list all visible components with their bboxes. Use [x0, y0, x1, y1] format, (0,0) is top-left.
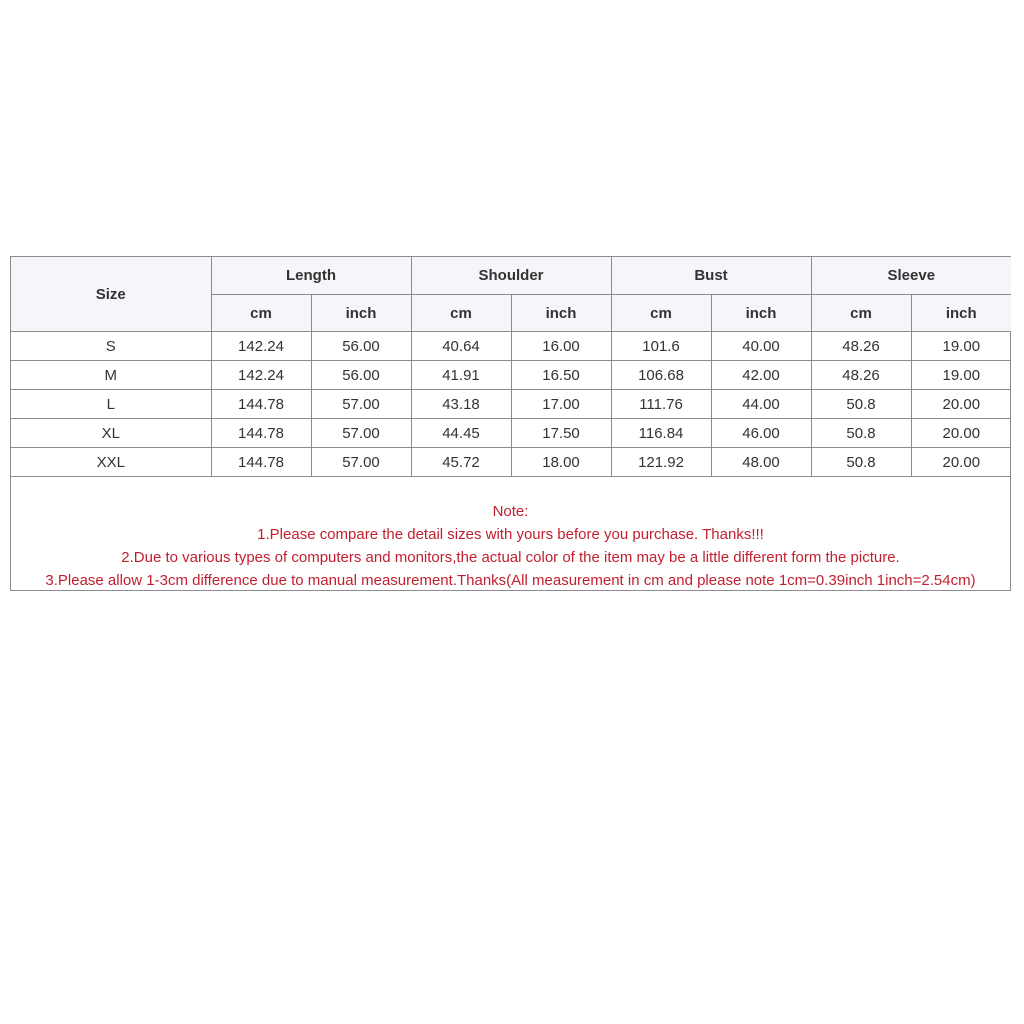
value-cell: 20.00 — [911, 448, 1011, 477]
size-cell: XXL — [11, 448, 211, 477]
unit-header-cm: cm — [211, 295, 311, 332]
value-cell: 111.76 — [611, 390, 711, 419]
value-cell: 43.18 — [411, 390, 511, 419]
value-cell: 57.00 — [311, 419, 411, 448]
table-row — [11, 390, 1011, 419]
note-title: Note: — [492, 503, 529, 520]
notes-section — [11, 500, 1010, 592]
value-cell: 106.68 — [611, 361, 711, 390]
value-cell: 142.24 — [211, 332, 311, 361]
group-header-bust: Bust — [611, 257, 811, 295]
value-cell: 19.00 — [911, 361, 1011, 390]
value-cell: 40.00 — [711, 332, 811, 361]
unit-header-inch: inch — [311, 295, 411, 332]
size-cell: S — [11, 332, 211, 361]
unit-header-cm: cm — [611, 295, 711, 332]
value-cell: 48.00 — [711, 448, 811, 477]
value-cell: 20.00 — [911, 419, 1011, 448]
size-table — [11, 257, 1011, 477]
value-cell: 16.00 — [511, 332, 611, 361]
value-cell: 17.50 — [511, 419, 611, 448]
value-cell: 48.26 — [811, 332, 911, 361]
unit-header-inch: inch — [911, 295, 1011, 332]
value-cell: 17.00 — [511, 390, 611, 419]
unit-header-inch: inch — [711, 295, 811, 332]
note-line-1: 1.Please compare the detail sizes with yours before you purchase. Thanks!!! — [257, 526, 764, 543]
value-cell: 42.00 — [711, 361, 811, 390]
value-cell: 50.8 — [811, 419, 911, 448]
size-header: Size — [11, 257, 211, 332]
note-line-2: 2.Due to various types of computers and monitors,the actual color of the item may be a little different form the picture. — [121, 549, 900, 566]
value-cell: 144.78 — [211, 419, 311, 448]
value-cell: 56.00 — [311, 332, 411, 361]
size-cell: L — [11, 390, 211, 419]
size-cell: M — [11, 361, 211, 390]
value-cell: 19.00 — [911, 332, 1011, 361]
value-cell: 44.00 — [711, 390, 811, 419]
table-row — [11, 448, 1011, 477]
value-cell: 56.00 — [311, 361, 411, 390]
value-cell: 144.78 — [211, 448, 311, 477]
value-cell: 46.00 — [711, 419, 811, 448]
table-row — [11, 361, 1011, 390]
note-line-3: 3.Please allow 1-3cm difference due to manual measurement.Thanks(All measurement in cm and please note 1cm=0.39inch 1inch=2.54cm) — [45, 572, 976, 589]
value-cell: 116.84 — [611, 419, 711, 448]
value-cell: 20.00 — [911, 390, 1011, 419]
value-cell: 18.00 — [511, 448, 611, 477]
header-row-groups — [11, 257, 1011, 295]
value-cell: 45.72 — [411, 448, 511, 477]
value-cell: 57.00 — [311, 448, 411, 477]
value-cell: 48.26 — [811, 361, 911, 390]
value-cell: 50.8 — [811, 448, 911, 477]
value-cell: 50.8 — [811, 390, 911, 419]
value-cell: 101.6 — [611, 332, 711, 361]
unit-header-cm: cm — [411, 295, 511, 332]
table-row — [11, 332, 1011, 361]
group-header-sleeve: Sleeve — [811, 257, 1011, 295]
value-cell: 57.00 — [311, 390, 411, 419]
value-cell: 121.92 — [611, 448, 711, 477]
value-cell: 41.91 — [411, 361, 511, 390]
value-cell: 144.78 — [211, 390, 311, 419]
size-chart — [10, 256, 1011, 591]
unit-header-inch: inch — [511, 295, 611, 332]
group-header-shoulder: Shoulder — [411, 257, 611, 295]
value-cell: 16.50 — [511, 361, 611, 390]
table-row — [11, 419, 1011, 448]
size-cell: XL — [11, 419, 211, 448]
unit-header-cm: cm — [811, 295, 911, 332]
value-cell: 40.64 — [411, 332, 511, 361]
value-cell: 44.45 — [411, 419, 511, 448]
group-header-length: Length — [211, 257, 411, 295]
value-cell: 142.24 — [211, 361, 311, 390]
